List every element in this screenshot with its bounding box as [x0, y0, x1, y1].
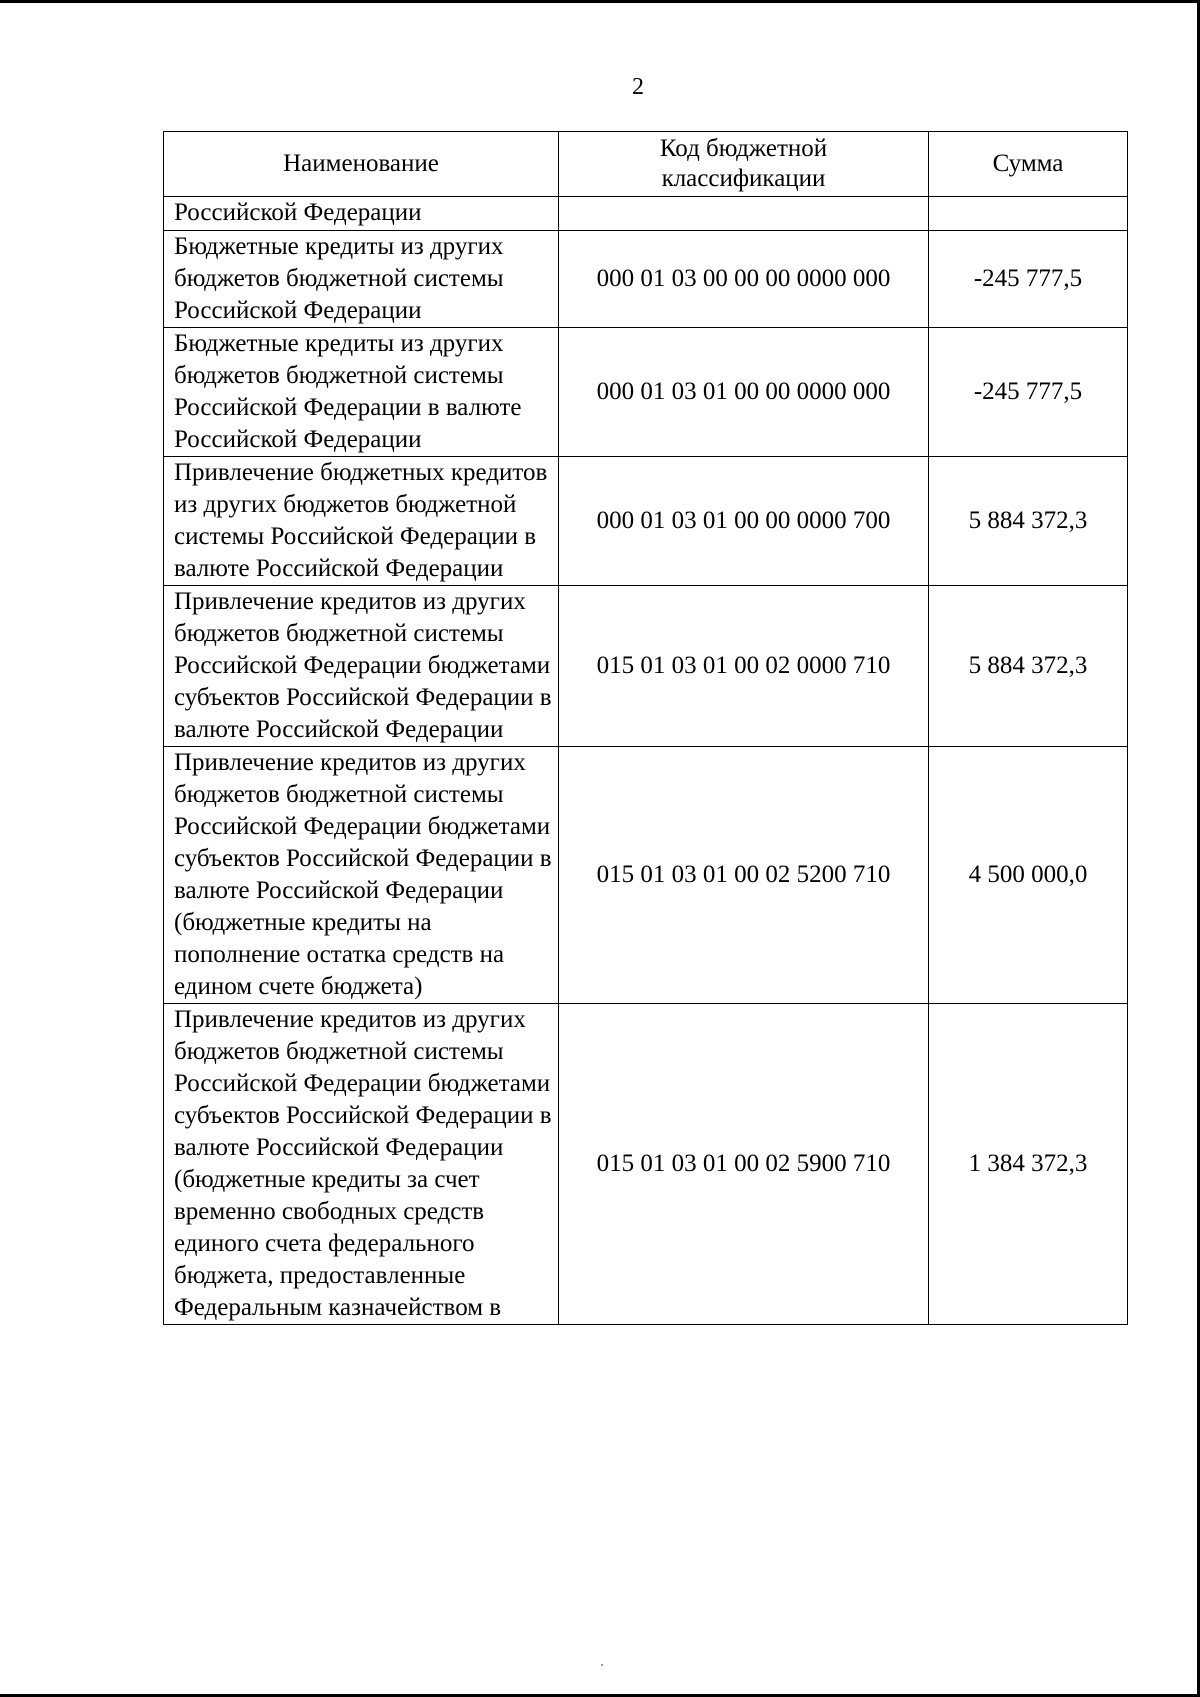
table-row [164, 747, 1128, 1004]
table-row [164, 586, 1128, 747]
row-name: Бюджетные кредиты из других бюджетов бюджетной системы Российской Федерации в валюте Российской Федерации [164, 328, 559, 457]
row-name: Привлечение кредитов из других бюджетов бюджетной системы Российской Федерации бюджетами субъектов Российской Федерации в валюте Российской Федерации (бюджетные кредиты на пополнение остатка средств на едином счете бюджета) [164, 747, 559, 1004]
row-code: 015 01 03 01 00 02 5900 710 [559, 1004, 929, 1325]
row-code: 000 01 03 01 00 00 0000 000 [559, 328, 929, 457]
table-row [164, 457, 1128, 586]
row-name: Привлечение кредитов из других бюджетов бюджетной системы Российской Федерации бюджетами субъектов Российской Федерации в валюте Российской Федерации [164, 586, 559, 747]
row-sum: -245 777,5 [929, 231, 1128, 328]
row-sum [929, 197, 1128, 231]
row-code: 015 01 03 01 00 02 0000 710 [559, 586, 929, 747]
header-name: Наименование [164, 132, 559, 197]
row-name: Привлечение бюджетных кредитов из других бюджетов бюджетной системы Российской Федерации в валюте Российской Федерации [164, 457, 559, 586]
table-row [164, 197, 1128, 231]
table-row [164, 328, 1128, 457]
row-code: 000 01 03 01 00 00 0000 700 [559, 457, 929, 586]
header-sum: Сумма [929, 132, 1128, 197]
row-sum: -245 777,5 [929, 328, 1128, 457]
table-row [164, 1004, 1128, 1325]
table-header-row [164, 132, 1128, 197]
row-name: Бюджетные кредиты из других бюджетов бюджетной системы Российской Федерации [164, 231, 559, 328]
row-sum: 5 884 372,3 [929, 586, 1128, 747]
table-row [164, 231, 1128, 328]
scan-speck [601, 1664, 603, 1666]
header-code: Код бюджетной классификации [559, 132, 929, 197]
budget-table [163, 131, 1128, 1325]
page-number: 2 [632, 74, 644, 100]
row-sum: 5 884 372,3 [929, 457, 1128, 586]
row-code: 000 01 03 00 00 00 0000 000 [559, 231, 929, 328]
row-name: Российской Федерации [164, 197, 559, 231]
page-border-top [0, 0, 1200, 3]
row-code: 015 01 03 01 00 02 5200 710 [559, 747, 929, 1004]
row-code [559, 197, 929, 231]
row-sum: 4 500 000,0 [929, 747, 1128, 1004]
row-sum: 1 384 372,3 [929, 1004, 1128, 1325]
row-name: Привлечение кредитов из других бюджетов бюджетной системы Российской Федерации бюджетами субъектов Российской Федерации в валюте Российской Федерации (бюджетные кредиты за счет временно свободных средств единого счета федерального бюджета, предоставленные Федеральным казначейством в [164, 1004, 559, 1325]
